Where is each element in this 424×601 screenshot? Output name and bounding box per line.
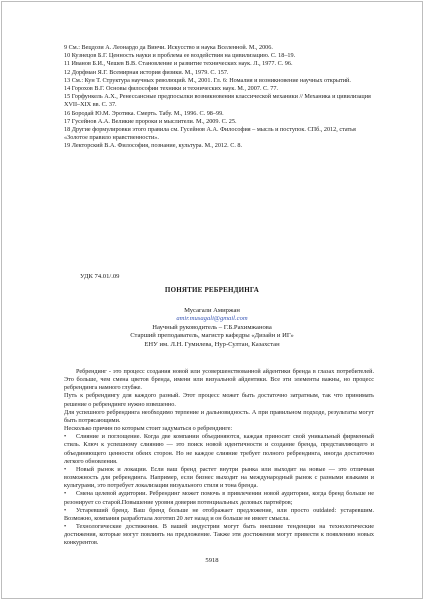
article-body bbox=[64, 368, 374, 547]
bullet-paragraph bbox=[64, 490, 374, 506]
bullet-paragraph bbox=[64, 507, 374, 523]
bullet-paragraph bbox=[64, 523, 374, 547]
bullet-mark: • bbox=[64, 433, 67, 441]
article-title: ПОНЯТИЕ РЕБРЕНДИНГА bbox=[164, 286, 260, 294]
body-paragraph: Несколько причин по которым стоит задуматься о ребрендинге: bbox=[64, 425, 233, 433]
bullet-paragraph bbox=[64, 466, 374, 490]
body-paragraph: Для успешного ребрендинга необходимо терпение и дальновидность. А при правильном подходе, результаты могут быть потрясающими. bbox=[64, 408, 374, 424]
reference-list bbox=[64, 44, 374, 151]
reference-item: 10 Кузнецов Б.Г. Ценность науки и проблема ее воздействия на цивилизацию. С. 18–19. bbox=[64, 52, 296, 60]
advisor-title: Старший преподаватель, магистр кафедры «Дизайн и ИГ» bbox=[130, 332, 294, 340]
bullet-text: Слияние и поглощение. Когда две компании объединяются, каждая приносит свой уникальный фирменный стиль. Ключ к успешному слиянию — это поиск новой идентичности и создание бренда, представляющего и объединяющего ценности обеих сторон. Но не каждое слияние требует полного ребрендинга, иногда достаточно легкого обновления. bbox=[64, 433, 374, 465]
affiliation: ЕНУ им. Л.Н. Гумилева, Нур-Султан, Казахстан bbox=[144, 340, 280, 348]
reference-item: 18 Другие формулировки этого правила см. Гусейнов А.А. Философия – мысль и поступок. СПб., 2012, статья «Золотое правило нравственности». bbox=[64, 126, 356, 142]
bullet-text: Новый рынок и локации. Если ваш бренд растет внутри рынка или выходит на новые — это отличная возможность для ребрендинга. Например, если бизнес выходит на международный рынок с разными языками и культурами, это потребует локализации визуального стиля и тона бренда. bbox=[64, 465, 374, 490]
body-paragraph: Ребрендинг - это процесс создания новой или усовершенствованной айдентики бренда в глазах потребителей. Это больше, чем смена цветов бренда, имени или визуальной айдентики. Все эти элементы важны, но процесс ребрендинга намного глубже. bbox=[64, 368, 374, 392]
reference-item: 11 Иванов Б.И., Чешев В.В. Становление и развитие технических наук. Л., 1977. С. 96. bbox=[64, 60, 293, 68]
reference-item: 9 См.: Вецдози А. Леонардо да Винчи. Искусство и наука Вселенной. М., 2006. bbox=[64, 44, 273, 51]
udc-code: УДК 74.01/.09 bbox=[80, 273, 120, 280]
bullet-paragraph bbox=[64, 433, 374, 466]
reference-item: 15 Горфункель А.Х., Ренессансные предпосылки возникновения классической механики // Механика и цивилизация XVII–XIX вв. С. 37. bbox=[64, 93, 371, 109]
bullet-mark: • bbox=[64, 506, 67, 514]
bullet-mark: • bbox=[64, 465, 67, 473]
bullet-text: Устаревший бренд. Ваш бренд больше не отображает предложение, или просто outdated: устаревшим. Возможно, компания разработала логотип 20 лет назад и он больше не имеет смысла. bbox=[64, 506, 374, 522]
author-name: Мусагали Амиржан bbox=[184, 307, 240, 314]
reference-item: 16 Бородай Ю.М. Эротика. Смерть. Табу. М., 1996. С. 98–99. bbox=[64, 109, 224, 117]
bullet-mark: • bbox=[64, 522, 67, 530]
reference-item: 17 Гусейнов А.А. Великие пророки и мыслители. М., 2009. С. 25. bbox=[64, 117, 237, 125]
reference-item: 13 См.: Кун Т. Структура научных революций. М., 2001. Гл. 6: Номалия и возникновение научных открытий. bbox=[64, 76, 351, 84]
bullet-text: Смена целевой аудитории. Ребрендинг может помочь в привлечении новой аудитории, когда бренд больше не резонирует со старой.Повышение уровня доверия потенциальных деловых партнёров; bbox=[64, 490, 374, 506]
author-email[interactable]: amir.musagali@gmail.com bbox=[176, 315, 248, 323]
bullet-text: Технологические достижения. В вашей индустрии могут быть внешние тенденции на технологические достижения, которые могут повлиять на предложение. Также эти достижения могут привести к появлению новых конкурентов. bbox=[64, 522, 374, 547]
page-number: 5918 bbox=[205, 557, 219, 564]
advisor-line: Научный руководитель – Г.Б.Рахимжанова bbox=[152, 323, 272, 331]
author-block bbox=[2, 307, 422, 349]
reference-item: 19 Лекторский В.А. Философия, познание, культура. М., 2012. С. 8. bbox=[64, 142, 243, 150]
bullet-mark: • bbox=[64, 490, 67, 498]
document-page bbox=[1, 1, 423, 599]
reference-item: 12 Дорфман Я.Г. Всемирная история физики. М., 1979. С. 157. bbox=[64, 68, 229, 76]
reference-item: 14 Горохов В.Г. Основы философии техники и технических наук. М., 2007. С. 77. bbox=[64, 85, 278, 93]
body-paragraph: Путь к ребрендингу для каждого разный. Этот процесс может быть достаточно затратным, так что принимать решение о ребрендинге нужно взвешенно. bbox=[64, 392, 374, 408]
